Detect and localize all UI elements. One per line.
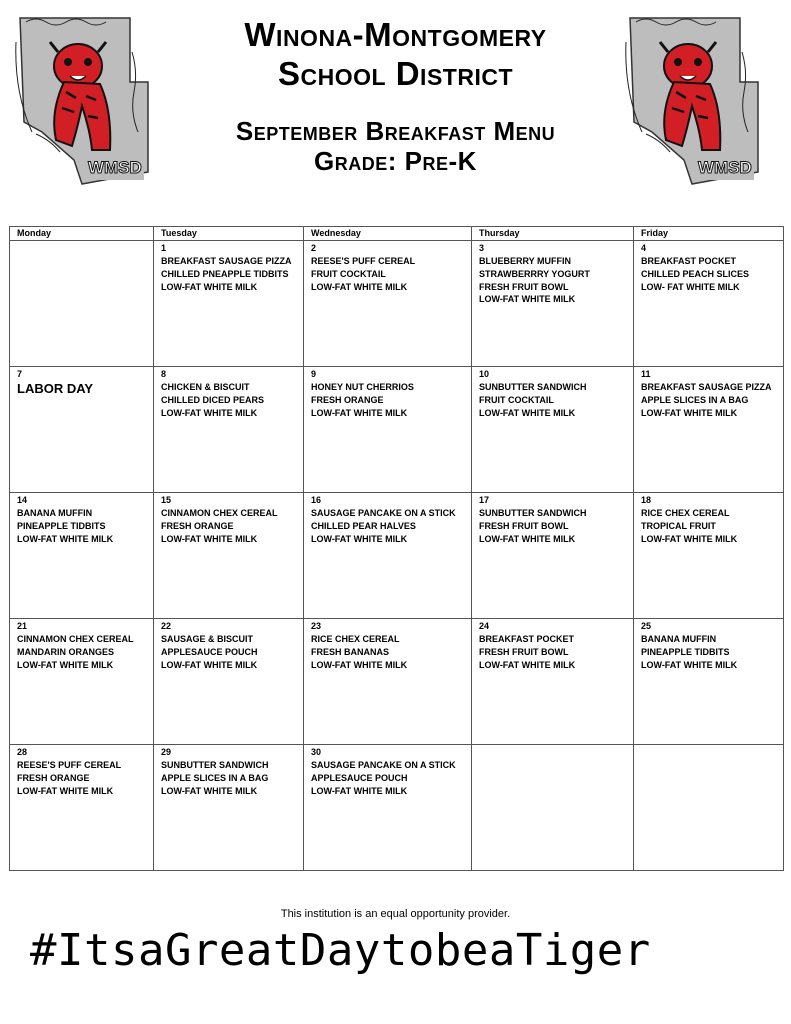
menu-item: SAUSAGE PANCAKE ON A STICK (311, 508, 456, 518)
menu-item: CHILLED PNEAPPLE TIDBITS (161, 268, 289, 279)
week-row (10, 241, 784, 367)
menu-item: LOW-FAT WHITE MILK (311, 533, 408, 544)
menu-item: HONEY NUT CHERRIOS (311, 382, 414, 392)
menu-item: SUNBUTTER SANDWICH (479, 508, 587, 518)
menu-item: LOW-FAT WHITE MILK (311, 785, 408, 796)
week-row (10, 367, 784, 493)
weekday-header: Friday (634, 227, 784, 241)
day-number: 8 (161, 369, 167, 379)
menu-item: PINEAPPLE TIDBITS (17, 520, 106, 531)
day-cell (304, 493, 472, 619)
day-cell (634, 241, 784, 367)
menu-item: BANANA MUFFIN (641, 634, 717, 644)
menu-item: LOW-FAT WHITE MILK (311, 407, 408, 418)
weekday-header-row (10, 227, 784, 241)
menu-item: FRESH FRUIT BOWL (479, 646, 569, 657)
day-number: 15 (161, 495, 172, 505)
menu-item: LOW-FAT WHITE MILK (479, 533, 576, 544)
menu-item: LOW-FAT WHITE MILK (479, 407, 576, 418)
menu-item: CHILLED PEACH SLICES (641, 268, 750, 279)
day-number: 14 (17, 495, 28, 505)
day-number: 7 (17, 369, 23, 379)
menu-item: BREAKFAST SAUSAGE PIZZA (641, 382, 772, 392)
holiday-label: LABOR DAY (17, 381, 94, 396)
week-row (10, 619, 784, 745)
district-name-line2: School District (278, 55, 513, 92)
menu-item: LOW-FAT WHITE MILK (17, 785, 114, 796)
menu-item: REESE'S PUFF CEREAL (311, 256, 416, 266)
menu-item: CHICKEN & BISCUIT (161, 382, 250, 392)
menu-item: RICE CHEX CEREAL (641, 508, 730, 518)
menu-item: LOW- FAT WHITE MILK (641, 281, 740, 292)
menu-item: LOW-FAT WHITE MILK (479, 294, 576, 305)
day-number: 11 (641, 369, 651, 379)
day-cell (154, 367, 304, 493)
menu-item: SUNBUTTER SANDWICH (479, 382, 587, 392)
day-cell (10, 493, 154, 619)
day-number: 22 (161, 621, 172, 631)
menu-item: BREAKFAST POCKET (479, 634, 575, 644)
menu-item: LOW-FAT WHITE MILK (311, 659, 408, 670)
menu-item: APPLESAUCE POUCH (161, 646, 258, 657)
weekday-header: Thursday (472, 227, 634, 241)
day-number: 23 (311, 621, 322, 631)
day-cell (304, 241, 472, 367)
menu-item: LOW-FAT WHITE MILK (161, 659, 258, 670)
day-number: 18 (641, 495, 652, 505)
district-logo-right (622, 12, 762, 190)
day-cell (472, 367, 634, 493)
menu-item: BLUEBERRY MUFFIN (479, 256, 571, 266)
day-cell (10, 745, 154, 871)
menu-item: APPLE SLICES IN A BAG (641, 394, 749, 405)
menu-item: FRESH ORANGE (311, 394, 384, 405)
day-cell-empty (10, 241, 154, 367)
equal-opportunity-note: This institution is an equal opportunity provider. (280, 908, 511, 920)
menu-item: APPLESAUCE POUCH (311, 772, 408, 783)
day-cell (10, 619, 154, 745)
menu-item: LOW-FAT WHITE MILK (161, 407, 258, 418)
menu-item: LOW-FAT WHITE MILK (479, 659, 576, 670)
district-name-line1: Winona-Montgomery (244, 16, 547, 53)
menu-item: FRESH ORANGE (161, 520, 234, 531)
weekday-header: Tuesday (154, 227, 304, 241)
weekday-header: Wednesday (304, 227, 472, 241)
menu-title: September Breakfast Menu (235, 116, 556, 146)
menu-item: LOW-FAT WHITE MILK (17, 659, 114, 670)
menu-item: STRAWBERRRY YOGURT (479, 268, 590, 279)
menu-item: LOW-FAT WHITE MILK (641, 533, 738, 544)
menu-item: LOW-FAT WHITE MILK (17, 533, 114, 544)
day-cell (154, 619, 304, 745)
menu-item: LOW-FAT WHITE MILK (161, 533, 258, 544)
menu-item: SUNBUTTER SANDWICH (161, 760, 269, 770)
menu-item: SAUSAGE PANCAKE ON A STICK (311, 760, 456, 770)
logo-label: WMSD (698, 158, 752, 177)
district-logo-left (12, 12, 152, 190)
logo-label: WMSD (88, 158, 142, 177)
day-cell (154, 493, 304, 619)
day-number: 2 (311, 243, 317, 253)
menu-item: FRESH FRUIT BOWL (479, 520, 569, 531)
day-number: 17 (479, 495, 490, 505)
menu-item: APPLE SLICES IN A BAG (161, 772, 269, 783)
menu-item: TROPICAL FRUIT (641, 520, 716, 531)
menu-item: CHILLED PEAR HALVES (311, 520, 416, 531)
hashtag-slogan: #ItsaGreatDaytobeaTiger (30, 925, 651, 976)
week-row (10, 493, 784, 619)
menu-item: CHILLED DICED PEARS (161, 394, 265, 405)
menu-item: FRESH BANANAS (311, 646, 390, 657)
day-cell (154, 241, 304, 367)
day-cell (304, 745, 472, 871)
menu-item: CINNAMON CHEX CEREAL (161, 508, 278, 518)
day-number: 25 (641, 621, 652, 631)
menu-item: LOW-FAT WHITE MILK (161, 785, 258, 796)
menu-item: REESE'S PUFF CEREAL (17, 760, 122, 770)
day-cell-empty (634, 745, 784, 871)
day-number: 3 (479, 243, 485, 253)
day-cell (304, 619, 472, 745)
menu-item: BREAKFAST SAUSAGE PIZZA (161, 256, 292, 266)
menu-item: LOW-FAT WHITE MILK (641, 659, 738, 670)
weekday-header: Monday (10, 227, 154, 241)
day-cell (634, 367, 784, 493)
menu-item: RICE CHEX CEREAL (311, 634, 400, 644)
grade-label: Grade: Pre-K (314, 146, 477, 176)
menu-item: MANDARIN ORANGES (17, 646, 115, 657)
day-cell (634, 619, 784, 745)
day-cell (472, 241, 634, 367)
day-cell-empty (472, 745, 634, 871)
menu-item: BANANA MUFFIN (17, 508, 93, 518)
day-cell (304, 367, 472, 493)
title-block (160, 14, 631, 174)
day-cell (154, 745, 304, 871)
menu-item: SAUSAGE & BISCUIT (161, 634, 254, 644)
menu-item: LOW-FAT WHITE MILK (311, 281, 408, 292)
menu-item: BREAKFAST POCKET (641, 256, 737, 266)
day-number: 28 (17, 747, 28, 757)
day-number: 29 (161, 747, 172, 757)
menu-item: FRUIT COCKTAIL (311, 268, 386, 279)
menu-item: PINEAPPLE TIDBITS (641, 646, 730, 657)
day-cell (634, 493, 784, 619)
menu-item: LOW-FAT WHITE MILK (641, 407, 738, 418)
menu-item: FRUIT COCKTAIL (479, 394, 554, 405)
day-number: 16 (311, 495, 322, 505)
menu-item: CINNAMON CHEX CEREAL (17, 634, 134, 644)
menu-calendar (9, 226, 784, 871)
day-cell (10, 367, 154, 493)
day-number: 9 (311, 369, 317, 379)
week-row (10, 745, 784, 871)
day-cell (472, 493, 634, 619)
menu-item: LOW-FAT WHITE MILK (161, 281, 258, 292)
day-number: 10 (479, 369, 490, 379)
day-number: 30 (311, 747, 322, 757)
day-number: 21 (17, 621, 28, 631)
menu-item: FRESH ORANGE (17, 772, 90, 783)
day-number: 24 (479, 621, 490, 631)
day-cell (472, 619, 634, 745)
day-number: 4 (641, 243, 647, 253)
day-number: 1 (161, 243, 167, 253)
menu-item: FRESH FRUIT BOWL (479, 281, 569, 292)
